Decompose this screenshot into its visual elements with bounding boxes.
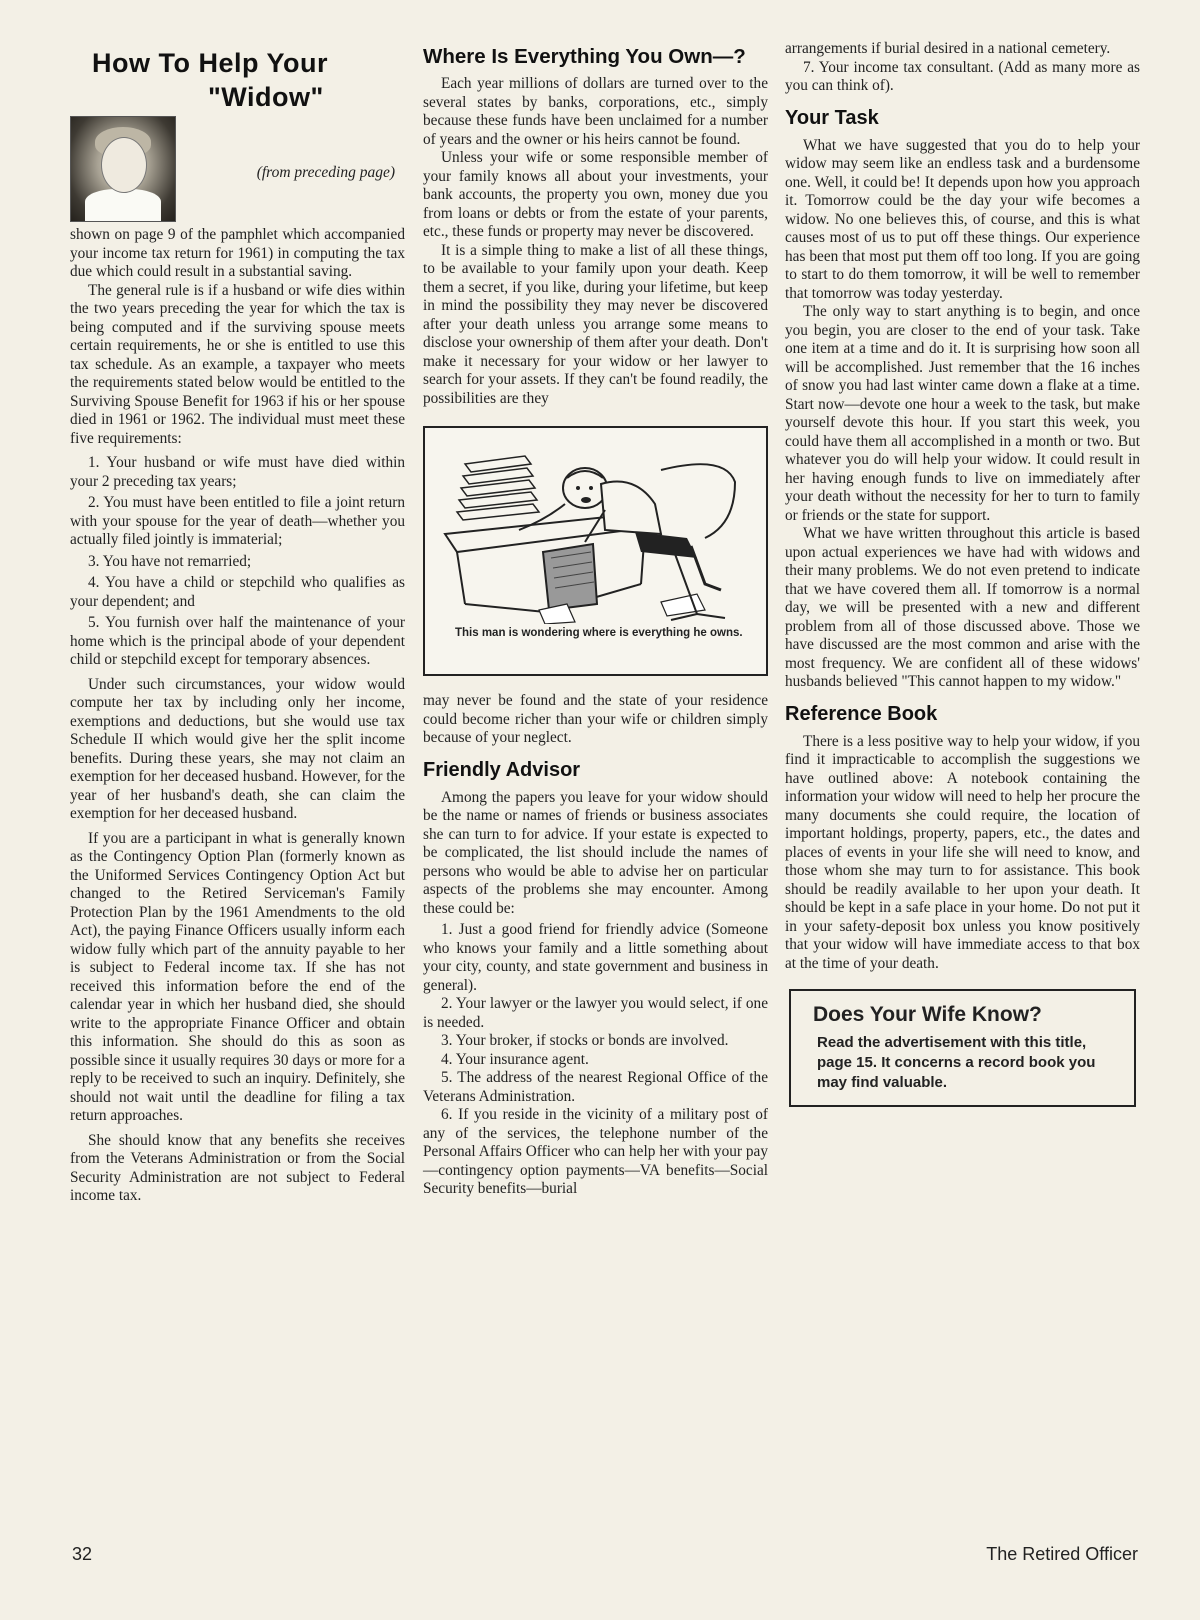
paragraph: Unless your wife or some responsible member of your family knows all about your investments, your bank accounts, the property you own, money due you from loans or debts or from the estate of your parents, etc., these funds or property may never be discovered. (423, 149, 768, 240)
paragraph: The only way to start anything is to begin, and once you begin, you are closer to the end of your task. Take one item at a time and do it. It is surprising how soon all will be accomplished. Just remember that the 16 inches of snow you had last winter came down a flake at a time. Start now—devote one hour a week to the task, but make yourself devote this hour. If you start this week, you could have them all accomplished in a month or two. But whatever you do will help your widow. It could result in her having enough funds to live on immediately after your death without the necessity for her to turn to family or friends or the state for support. (785, 303, 1140, 524)
cartoon-caption: This man is wondering where is everything he owns. (455, 627, 743, 639)
paragraph: Under such circumstances, your widow would compute her tax by including only her income, exemptions and deductions, but she would use tax Schedule II which would give her the split income benefits. During these years, she may not claim an exemption for her deceased husband. However, for the year of her husband's death, she can claim the exemption for her deceased husband. (70, 675, 405, 822)
byline-row (70, 116, 405, 226)
cartoon-figure (423, 426, 768, 676)
section-heading: Your Task (785, 106, 879, 129)
title-line-1: How To Help Your (92, 48, 328, 78)
paragraph: There is a less positive way to help your widow, if you find it impracticable to accomplish the suggestions we have outlined above: A notebook containing the information your widow will need to help her procure the many documents she could require, the location of important holdings, property, papers, etc., the dates and places of events in your life she will need to know, and those whom she may turn to for assistance. This book should be readily available to her upon your death. It should be kept in a safe place in your home. Do not put it in your safety-deposit box unless you know positively that your widow will have immediate access to that box at the time of your death. (785, 732, 1140, 972)
paragraph: What we have written throughout this article is based upon actual experiences we have had with widows and their many problems. We do not even pretend to indicate that we have covered them all. If tomorrow is a normal day, we will be presented with a new and different problem from all of those discussed above. Those we have discussed are the most common and arise with the most frequency. We are confident all of these widows' husbands believed "This cannot happen to my widow." (785, 525, 1140, 690)
column-2 (423, 40, 768, 1199)
article-title (92, 46, 405, 114)
advisor-item: 6. If you reside in the vicinity of a military post of any of the services, the telephone number of the Personal Affairs Officer who can help her with your pay—contingency option payments—VA benefits—Social Security benefits—burial (423, 1106, 768, 1197)
paragraph: The general rule is if a husband or wife dies within the two years preceding the year for which the tax is being computed and if the surviving spouse meets certain requirements, he or she is entitled to use this tax schedule. As an example, a taxpayer who meets the requirements stated below would be entitled to the Surviving Spouse Benefit for 1963 if his or her spouse died in 1961 or 1962. The individual must meet these five requirements: (70, 281, 405, 447)
requirement-item: 2. You must have been entitled to file a joint return with your spouse for the year of death—whether you actually filed jointly is immaterial; (70, 494, 405, 548)
requirement-item: 1. Your husband or wife must have died within your 2 preceding tax years; (70, 454, 405, 490)
paragraph: Among the papers you leave for your widow should be the name or names of friends or business associates she can turn to for advice. If your estate is expected to be complicated, the list should include the names of persons who would be able to advise her on particular aspects of the problems she may encounter. Among these could be: (423, 788, 768, 917)
paragraph: arrangements if burial desired in a national cemetery. (785, 40, 1111, 57)
paragraph: She should know that any benefits she receives from the Veterans Administration or from the Social Security Administration are not subject to Federal income tax. (70, 1131, 405, 1204)
paragraph: Each year millions of dollars are turned over to the several states by banks, corporations, etc., simply because these funds have been unclaimed for a number of years and the owner or his heirs cannot be found. (423, 75, 768, 148)
callout-box (789, 989, 1136, 1107)
paragraph: It is a simple thing to make a list of all these things, to be available to your family upon your death. Keep them a secret, if you like, during your lifetime, but keep in mind the possibility they may never be discovered after your death unless you arrange some means to disclose your ownership of them after your death. Don't make it necessary for your widow or her lawyer to search for your assets. If they can't be found readily, the possibilities are they (423, 241, 768, 407)
section-heading: Where Is Everything You Own—? (423, 45, 746, 68)
cartoon-illustration (435, 434, 755, 624)
requirement-item: 3. You have not remarried; (88, 552, 252, 570)
section-heading: Reference Book (785, 702, 938, 725)
column-1 (70, 40, 405, 1206)
callout-title: Does Your Wife Know? (813, 1003, 1042, 1026)
page-number: 32 (72, 1544, 93, 1564)
paragraph: may never be found and the state of your residence could become richer than your wife or children simply because of your neglect. (423, 692, 768, 746)
callout-text: Read the advertisement with this title, page 15. It concerns a record book you may find valuable. (817, 1034, 1096, 1091)
section-heading: Friendly Advisor (423, 758, 581, 781)
advisor-item: 5. The address of the nearest Regional Office of the Veterans Administration. (423, 1069, 768, 1105)
requirement-item: 4. You have a child or stepchild who qualifies as your dependent; and (70, 574, 405, 610)
advisor-item: 3. Your broker, if stocks or bonds are involved. (441, 1032, 729, 1049)
magazine-name: The Retired Officer (986, 1544, 1138, 1564)
paragraph: If you are a participant in what is generally known as the Contingency Option Plan (formerly known as the Uniformed Services Contingency Option Act but changed to the Retired Serviceman's Family Protection Plan by the 1961 Amendments to the old Act), the paying Finance Officers usually inform each widow fully which part of the annuity payable to her is subject to Federal income tax. If she has not received this information before the end of the calendar year in which her husband died, she should write to the appropriate Finance Officer and obtain this information. She should do this as soon as possible since it usually requires 30 days or more for a reply to be received to such an inquiry. Definitely, she should not wait until the deadline for filing a tax return approaches. (70, 829, 405, 1124)
advisor-item: 4. Your insurance agent. (441, 1050, 589, 1068)
advisor-item: 7. Your income tax consultant. (Add as many more as you can think of). (785, 58, 1140, 94)
continuation-note: (from preceding page) (256, 164, 395, 181)
column-3 (785, 40, 1140, 1107)
paragraph: shown on page 9 of the pamphlet which accompanied your income tax return for 1961) in computing the tax due which could result in a substantial saving. (70, 226, 405, 280)
paragraph: What we have suggested that you do to help your widow may seem like an endless task and a burdensome one. Well, it could be! It depends upon how you approach it. Tomorrow could be the day your wife becomes a widow. No one believes this, of course, and this is what causes most of us to put off these things. Our experience has been that most put them off too long. If you are going to start to do them tomorrow, it will be well to remember that tomorrow was today yesterday. (785, 136, 1140, 302)
advisor-item: 1. Just a good friend for friendly advice (Someone who knows your family and a little something about your city, county, and state government and business in general). (423, 921, 768, 994)
requirement-item: 5. You furnish over half the maintenance of your home which is the principal abode of your dependent child or stepchild except for temporary absences. (70, 614, 405, 668)
title-line-2: "Widow" (208, 82, 324, 112)
advisor-item: 2. Your lawyer or the lawyer you would select, if one is needed. (423, 995, 768, 1031)
author-photo (70, 116, 176, 222)
